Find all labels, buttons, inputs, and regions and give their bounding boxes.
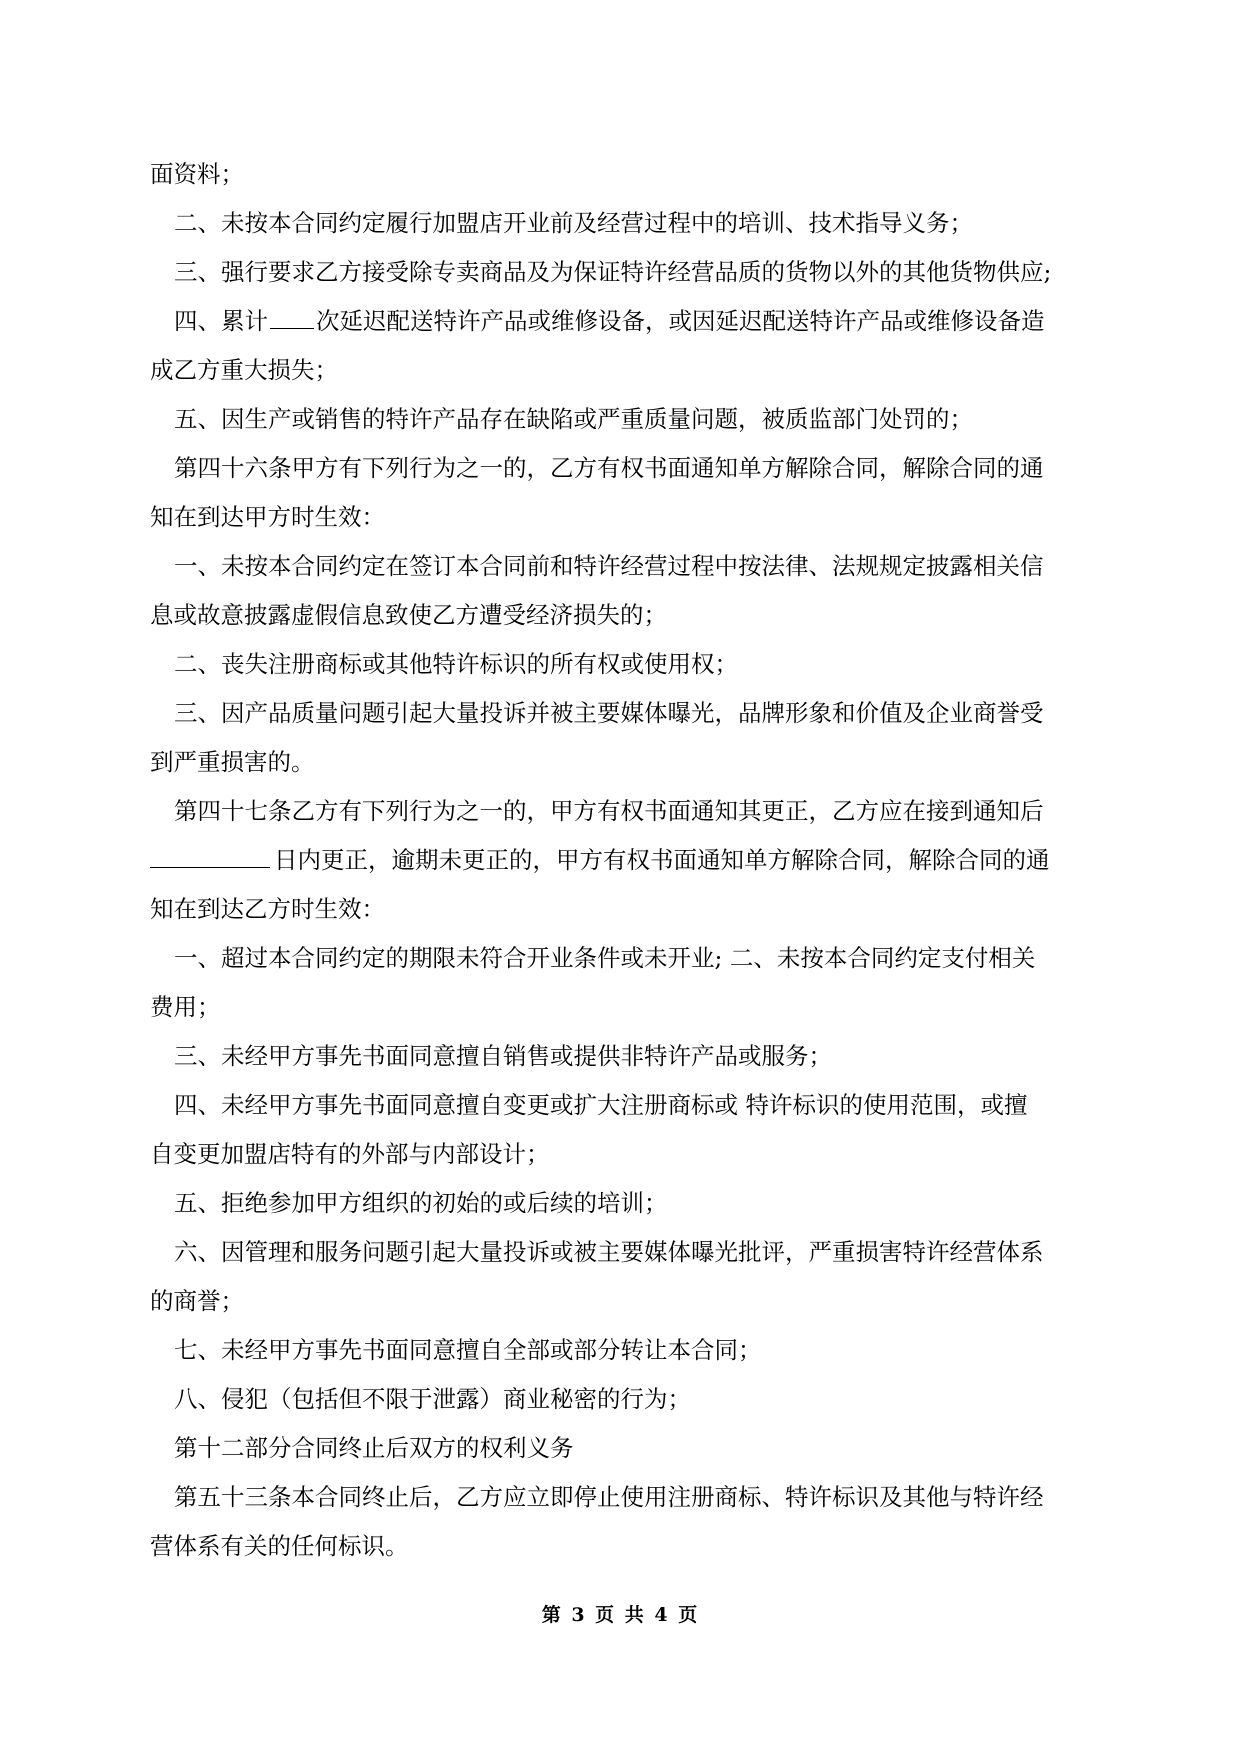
text-line: 三、强行要求乙方接受除专卖商品及为保证特许经营品质的货物以外的其他货物供应; xyxy=(174,258,1052,286)
line-text-before-blank: 四、累计 xyxy=(174,307,268,335)
text-line: 五、拒绝参加甲方组织的初始的或后续的培训； xyxy=(174,1189,668,1217)
text-line: 八、侵犯（包括但不限于泄露）商业秘密的行为； xyxy=(174,1385,691,1413)
fill-in-blank xyxy=(270,297,314,329)
text-line-with-blank xyxy=(150,297,1090,346)
text-line: 第四十六条甲方有下列行为之一的，乙方有权书面通知单方解除合同，解除合同的通 xyxy=(174,454,1044,482)
text-line: 成乙方重大损失； xyxy=(150,356,338,384)
text-line: 七、未经甲方事先书面同意擅自全部或部分转让本合同； xyxy=(174,1336,762,1364)
text-line: 知在到达甲方时生效： xyxy=(150,503,385,531)
line-text-after-blank: 日内更正，逾期未更正的，甲方有权书面通知单方解除合同，解除合同的通 xyxy=(274,846,1050,874)
text-line: 五、因生产或销售的特许产品存在缺陷或严重质量问题，被质监部门处罚的； xyxy=(174,405,973,433)
text-line-with-blank xyxy=(150,836,1090,885)
text-line: 营体系有关的任何标识。 xyxy=(150,1532,409,1560)
text-line: 到严重损害的。 xyxy=(150,748,315,776)
text-line: 知在到达乙方时生效： xyxy=(150,895,385,923)
fill-in-blank xyxy=(150,836,270,868)
text-line: 三、因产品质量问题引起大量投诉并被主要媒体曝光，品牌形象和价值及企业商誉受 xyxy=(174,699,1044,727)
text-line: 第五十三条本合同终止后，乙方应立即停止使用注册商标、特许标识及其他与特许经 xyxy=(174,1483,1044,1511)
text-line: 息或故意披露虚假信息致使乙方遭受经济损失的； xyxy=(150,601,667,629)
line-text-after-blank: 次延迟配送特许产品或维修设备，或因延迟配送特许产品或维修设备造 xyxy=(316,307,1045,335)
text-line: 二、丧失注册商标或其他特许标识的所有权或使用权； xyxy=(174,650,738,678)
text-line: 第四十七条乙方有下列行为之一的，甲方有权书面通知其更正，乙方应在接到通知后 xyxy=(174,797,1044,825)
text-line: 三、未经甲方事先书面同意擅自销售或提供非特许产品或服务； xyxy=(174,1042,832,1070)
text-line: 一、超过本合同约定的期限未符合开业条件或未开业; 二、未按本合同约定支付相关 xyxy=(174,944,1036,972)
text-line: 二、未按本合同约定履行加盟店开业前及经营过程中的培训、技术指导义务； xyxy=(174,209,973,237)
text-line: 六、因管理和服务问题引起大量投诉或被主要媒体曝光批评，严重损害特许经营体系 xyxy=(174,1238,1044,1266)
text-line: 四、未经甲方事先书面同意擅自变更或扩大注册商标或 特许标识的使用范围，或擅 xyxy=(174,1091,1028,1119)
section-heading: 第十二部分合同终止后双方的权利义务 xyxy=(174,1434,574,1462)
text-line: 一、未按本合同约定在签订本合同前和特许经营过程中按法律、法规规定披露相关信 xyxy=(174,552,1044,580)
text-line: 费用； xyxy=(150,993,221,1021)
text-line: 自变更加盟店特有的外部与内部设计； xyxy=(150,1140,550,1168)
page-number-footer: 第 3 页 共 4 页 xyxy=(541,1604,700,1626)
text-line: 的商誉； xyxy=(150,1287,244,1315)
contract-body xyxy=(150,150,1090,1571)
text-line: 面资料； xyxy=(150,160,244,188)
